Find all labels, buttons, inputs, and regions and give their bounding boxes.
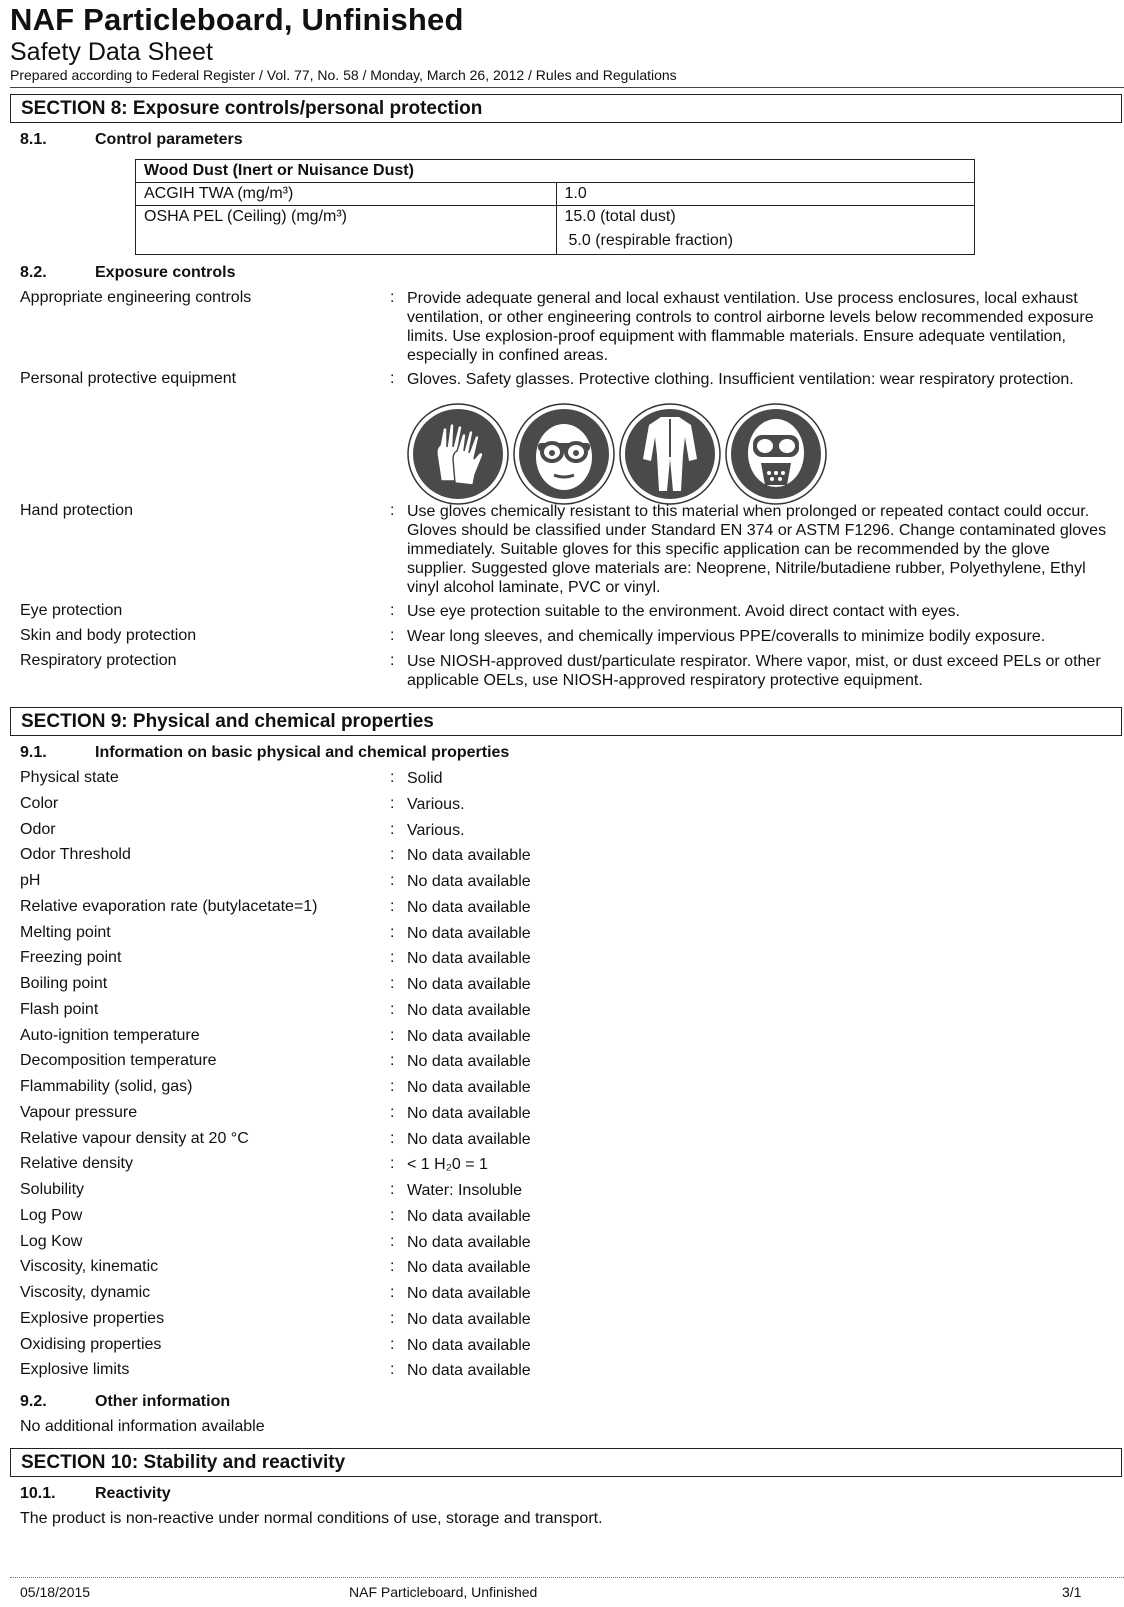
row-label: Skin and body protection — [20, 627, 197, 644]
colon: : — [390, 1181, 395, 1198]
colon: : — [390, 652, 395, 669]
property-value: Various. — [407, 796, 465, 813]
property-value: No data available — [407, 1234, 531, 1251]
table-value-line: 5.0 (respirable fraction) — [568, 232, 734, 249]
row-label: Eye protection — [20, 602, 123, 619]
row-label: Respiratory protection — [20, 652, 177, 669]
colon: : — [390, 1052, 395, 1069]
row-value: Use eye protection suitable to the environment. Avoid direct contact with eyes. — [407, 603, 960, 620]
property-value: No data available — [407, 1208, 531, 1225]
colon: : — [390, 1130, 395, 1147]
footer-date: 05/18/2015 — [20, 1584, 91, 1600]
property-value: No data available — [407, 1053, 531, 1070]
row-label: Personal protective equipment — [20, 370, 237, 387]
table-cell: OSHA PEL (Ceiling) (mg/m³) — [136, 206, 557, 255]
colon: : — [390, 872, 395, 889]
row-value: Provide adequate general and local exhaust ventilation. Use process enclosures, local exhaust ventilation, or other engineering controls to control airborne levels below recommended exposure limits. Use explosion-proof equipment with flammable materials. Ensure adequate ventilation, especially in confined areas. — [407, 290, 1094, 364]
row-label: Hand protection — [20, 502, 133, 519]
subsection-number: 8.1. — [20, 131, 47, 148]
protective-clothing-icon — [619, 403, 721, 505]
colon: : — [390, 1258, 395, 1275]
property-value: No data available — [407, 925, 531, 942]
colon: : — [390, 1310, 395, 1327]
colon: : — [390, 627, 395, 644]
document-subtitle: Safety Data Sheet — [10, 38, 213, 66]
property-label: Log Kow — [20, 1233, 83, 1250]
property-label: Vapour pressure — [20, 1104, 138, 1121]
property-value: No data available — [407, 1285, 531, 1302]
property-label: Physical state — [20, 769, 119, 786]
property-value: Various. — [407, 822, 465, 839]
regulation-note: Prepared according to Federal Register / Vol. 77, No. 58 / Monday, March 26, 2012 / Rules and Regulations — [10, 67, 677, 83]
colon: : — [390, 370, 395, 387]
table-header: Wood Dust (Inert or Nuisance Dust) — [136, 160, 975, 183]
row-label: Appropriate engineering controls — [20, 289, 252, 306]
colon: : — [390, 1027, 395, 1044]
colon: : — [390, 924, 395, 941]
property-label: Boiling point — [20, 975, 108, 992]
subsection-title: Exposure controls — [95, 264, 236, 281]
property-label: Flash point — [20, 1001, 99, 1018]
property-value: No data available — [407, 873, 531, 890]
colon: : — [390, 1207, 395, 1224]
property-label: Oxidising properties — [20, 1336, 162, 1353]
colon: : — [390, 795, 395, 812]
footer-divider — [10, 1577, 1124, 1578]
colon: : — [390, 821, 395, 838]
property-value: No data available — [407, 1105, 531, 1122]
property-label: Viscosity, kinematic — [20, 1258, 159, 1275]
colon: : — [390, 846, 395, 863]
property-label: Flammability (solid, gas) — [20, 1078, 193, 1095]
property-label: Odor — [20, 821, 56, 838]
colon: : — [390, 975, 395, 992]
colon: : — [390, 769, 395, 786]
property-value: No data available — [407, 1337, 531, 1354]
colon: : — [390, 1361, 395, 1378]
colon: : — [390, 1233, 395, 1250]
property-value: No data available — [407, 1131, 531, 1148]
property-label: Relative vapour density at 20 °C — [20, 1130, 249, 1147]
subsection-title: Other information — [95, 1393, 231, 1410]
row-value: Wear long sleeves, and chemically impervious PPE/coveralls to minimize bodily exposure. — [407, 628, 1046, 645]
table-cell: 1.0 — [556, 183, 975, 206]
colon: : — [390, 289, 395, 306]
property-value: Water: Insoluble — [407, 1182, 523, 1199]
section-9-heading: SECTION 9: Physical and chemical properties — [10, 707, 1122, 736]
other-information-text: No additional information available — [20, 1418, 265, 1435]
colon: : — [390, 949, 395, 966]
ppe-pictograms — [407, 403, 827, 505]
document-title: NAF Particleboard, Unfinished — [10, 2, 464, 37]
subsection-title: Reactivity — [95, 1485, 171, 1502]
reactivity-text: The product is non-reactive under normal conditions of use, storage and transport. — [20, 1510, 603, 1527]
colon: : — [390, 1284, 395, 1301]
property-label: Log Pow — [20, 1207, 83, 1224]
subsection-number: 9.1. — [20, 744, 47, 761]
property-value: No data available — [407, 976, 531, 993]
table-value-line: 15.0 (total dust) — [564, 208, 676, 225]
row-value: Use NIOSH-approved dust/particulate respirator. Where vapor, mist, or dust exceed PELs or other applicable OELs, use NIOSH-approved respiratory protective equipment. — [407, 653, 1101, 689]
safety-glasses-icon — [513, 403, 615, 505]
colon: : — [390, 1001, 395, 1018]
colon: : — [390, 1078, 395, 1095]
property-value: Solid — [407, 770, 443, 787]
subsection-title: Control parameters — [95, 131, 243, 148]
colon: : — [390, 1155, 395, 1172]
property-value: No data available — [407, 847, 531, 864]
colon: : — [390, 1104, 395, 1121]
property-value: < 1 H₂0 = 1 — [407, 1156, 488, 1173]
colon: : — [390, 602, 395, 619]
property-label: Explosive properties — [20, 1310, 165, 1327]
table-cell: ACGIH TWA (mg/m³) — [136, 183, 557, 206]
row-value: Gloves. Safety glasses. Protective clothing. Insufficient ventilation: wear respiratory protection. — [407, 371, 1074, 388]
property-value: No data available — [407, 1028, 531, 1045]
property-value: No data available — [407, 1259, 531, 1276]
section-8-heading: SECTION 8: Exposure controls/personal protection — [10, 94, 1122, 123]
respirator-icon — [725, 403, 827, 505]
property-value: No data available — [407, 1311, 531, 1328]
property-label: Viscosity, dynamic — [20, 1284, 151, 1301]
property-label: Color — [20, 795, 59, 812]
footer-page-number: 3/1 — [1062, 1584, 1082, 1600]
property-label: Solubility — [20, 1181, 85, 1198]
gloves-icon — [407, 403, 509, 505]
subsection-number: 8.2. — [20, 264, 47, 281]
property-label: pH — [20, 872, 41, 889]
property-label: Decomposition temperature — [20, 1052, 217, 1069]
table-cell — [556, 206, 975, 255]
property-value: No data available — [407, 950, 531, 967]
colon: : — [390, 502, 395, 519]
footer-product: NAF Particleboard, Unfinished — [349, 1584, 538, 1600]
property-value: No data available — [407, 1079, 531, 1096]
subsection-number: 10.1. — [20, 1485, 56, 1502]
property-label: Melting point — [20, 924, 111, 941]
property-label: Explosive limits — [20, 1361, 130, 1378]
colon: : — [390, 1336, 395, 1353]
header-divider — [10, 87, 1124, 88]
property-label: Odor Threshold — [20, 846, 131, 863]
row-value: Use gloves chemically resistant to this material when prolonged or repeated contact could occur. Gloves should be classified under Standard EN 374 or ASTM F1296. Change contaminated gloves immediately. Suitable gloves for this specific application can be recommended by the glove supplier. Suggested glove materials are: Neoprene, Nitrile/butadiene rubber, Polyethylene, Ethyl vinyl alcohol laminate, PVC or vinyl. — [407, 503, 1107, 596]
control-parameters-table — [135, 159, 975, 255]
property-value: No data available — [407, 1002, 531, 1019]
colon: : — [390, 898, 395, 915]
property-value: No data available — [407, 899, 531, 916]
property-label: Relative density — [20, 1155, 133, 1172]
subsection-title: Information on basic physical and chemical properties — [95, 744, 510, 761]
section-10-heading: SECTION 10: Stability and reactivity — [10, 1448, 1122, 1477]
property-label: Freezing point — [20, 949, 122, 966]
subsection-number: 9.2. — [20, 1393, 47, 1410]
property-label: Relative evaporation rate (butylacetate=1) — [20, 898, 318, 915]
property-label: Auto-ignition temperature — [20, 1027, 200, 1044]
property-value: No data available — [407, 1362, 531, 1379]
